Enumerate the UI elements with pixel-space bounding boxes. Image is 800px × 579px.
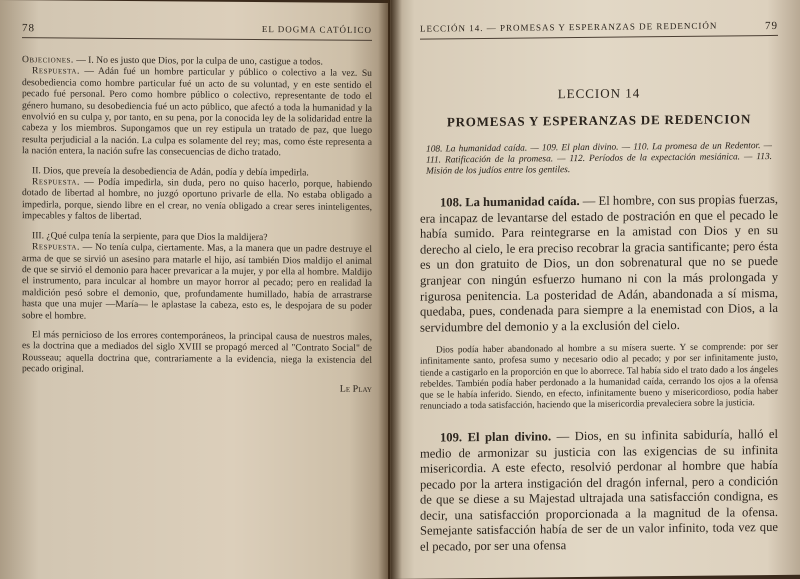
objection-label: Objeciones. — [22, 54, 74, 66]
right-running-title: LECCIÓN 14. — PROMESAS Y ESPERANZAS DE REDENCIÓN — [420, 20, 718, 34]
section-108: 108. La humanidad caída. — El hombre, con sus propias fuerzas, era incapaz de levantarse del estado de postración en que el pecado le había sumido. Para reintegrarse en la amistad con Dios y en su derecho al cielo, le era preciso recobrar la gracia santificante; pero ésta es un don gratuito de Dios, un don sobrenatural que no se puede granjear con ningún esfuerzo humano ni con la más prolongada y rigurosa penitencia. La posteridad de Adán, abandonada a sí misma, quedaba, pues, condenada para siempre a la enemistad con Dios, a la servidumbre del demonio y a la exclusión del cielo. — [420, 191, 778, 335]
answer-1: Respuesta. — Adán fué un hombre particular y público o colectivo a la vez. Su desobediencia como hombre particular fué un acto de su voluntad, y en este sentido el pecado fué personal. Pero como hombre público o colectivo, representante de todo el género humano, su desobediencia fué un acto público, que afectó a toda la humanidad y la envolvió en su culpa y, por tanto, en su pena, por la conocida ley de la solidaridad entre la cabeza y los miembros. Supongamos que un rey estipula un tratado de paz, que luego resulta perjudicial a la nación. La culpa es solamente del rey; mas, como éste representa a la nación entera, la nación sufre las consecuencias de dicho tratado. — [22, 65, 372, 159]
answer-2: Respuesta. — Podía impedirla, sin duda, pero no quiso hacerlo, porque, habiendo dotado de libertad al hombre, no juzgó oportuno privarle de ella. No estaba obligado a impedirla, porque, siendo libre en el crear, no venía obligado a crear seres ininteligentes, impecables y faltos de libertad. — [22, 176, 372, 223]
quote-signature: Le Play — [339, 383, 372, 395]
section-108-note: Dios podía haber abandonado al hombre a su mísera suerte. Y se comprende: por ser infinitamente santo, profesa sumo y necesario odio al pecado; y por ser infinitamente justo, tiende a castigarlo en la proporción en que lo aborrece. Tal había sido el trato dado a los ángeles rebeldes. También podía haber perdonado a la humanidad caída, cerrando los ojos a la ofensa que se le había inferido. Siendo, en efecto, infinitamente bueno y misericordioso, podía haber renunciado a toda satisfacción, haciendo que la misericordia prevaleciera sobre la justicia. — [420, 342, 778, 412]
left-running-title: EL DOGMA CATÓLICO — [261, 24, 372, 35]
answer-label: Respuesta. — [32, 65, 80, 78]
lesson-number: LECCION 14 — [557, 85, 641, 102]
left-page-number: 78 — [22, 22, 35, 35]
left-page — [0, 0, 388, 579]
right-page-number: 79 — [765, 19, 778, 33]
objection-3: III. ¿Qué culpa tenía la serpiente, para que Dios la maldijera? — [32, 229, 268, 243]
lesson-summary: 108. La humanidad caída. — 109. El plan divino. — 110. La promesa de un Redentor. — 111. Ratificación de la promesa. — 112. Períodos de la expectación mesiánica. — 113. Misión de los judíos entre los gentiles. — [426, 140, 772, 177]
section-109-heading: 109. El plan divino. — [440, 429, 552, 445]
objection-2: II. Dios, que preveía la desobediencia de Adán, podía y debía impedirla. — [32, 164, 309, 179]
answer-3: Respuesta. — No tenía culpa, ciertamente. Mas, a la manera que un padre destruye el arma de que se sirvió un asesino para matarle el hijo, así también Dios maldijo el animal de que se sirvió el demonio para hacer prevaricar a la mujer, y por ella al hombre. Maldijo el instrumento, para inculcar al hombre un mayor horror al pecado; pero en realidad la maldición pesó sobre el demonio, que, profundamente humillado, había de arrastrarse hasta que una mujer —María— le aplastase la cabeza, esto es, le despojara de su poder sobre el hombre. — [22, 241, 372, 322]
lesson-title: PROMESAS Y ESPERANZAS DE REDENCION — [446, 111, 752, 130]
section-109: 109. El plan divino. — Dios, en su infinita sabiduría, halló el medio de armonizar su justicia con las exigencias de su infinita misericordia. A este efecto, resolvió perdonar al hombre que había pecado por la artera instigación del dragón infernal, pero a condición de que se diese a su Majestad ultrajada una satisfacción condigna, es decir, una satisfacción proporcionada a la magnitud de la ofensa. Semejante satisfacción había de ser de un valor infinito, toda vez que el pecado, por ser una ofensa — [420, 426, 778, 554]
objection-1: Objeciones. — I. No es justo que Dios, por la culpa de uno, castigue a todos. — [22, 54, 323, 68]
quote-paragraph: El más pernicioso de los errores contemporáneos, la principal causa de nuestros males, es la doctrina que a mediados del siglo XVIII se propagó merced al "Contrato Social" de Rousseau; aquella doctrina que, contrariamente a la evidencia, niega la existencia del pecado original. — [22, 329, 372, 375]
section-108-heading: 108. La humanidad caída. — [440, 194, 580, 210]
left-page-body — [22, 54, 372, 395]
right-running-header — [420, 20, 778, 40]
right-page — [390, 0, 800, 579]
left-running-header — [22, 22, 372, 41]
book-gutter — [378, 0, 402, 579]
